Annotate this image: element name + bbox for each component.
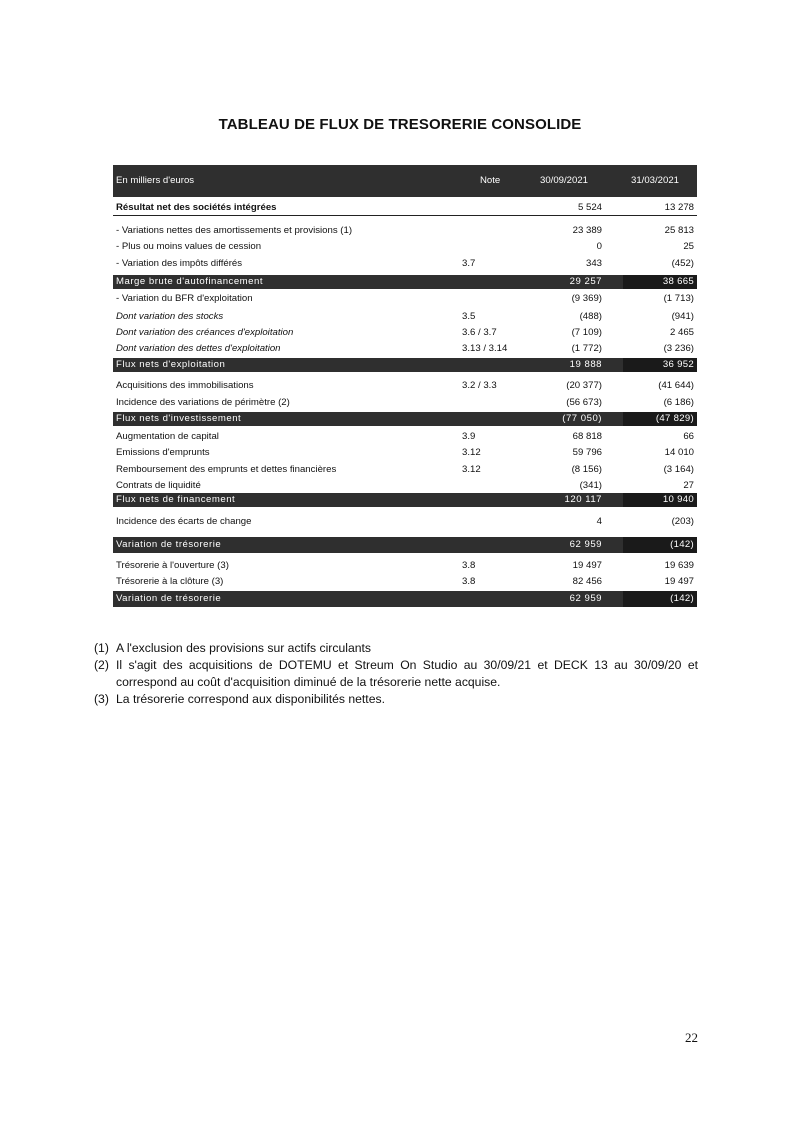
row-value-2021-03: (941): [671, 311, 694, 322]
row-note: 3.7: [462, 258, 476, 269]
subtotal-row: [113, 493, 697, 507]
table-row: [113, 575, 697, 588]
row-value-2021-09: 120 117: [564, 494, 602, 505]
row-value-2021-03: (6 186): [663, 397, 694, 408]
row-value-2021-03: 14 010: [664, 447, 694, 458]
footnote-text: La trésorerie correspond aux disponibilités nettes.: [116, 692, 385, 706]
row-label: Remboursement des emprunts et dettes financières: [116, 464, 337, 475]
row-value-2021-03: (452): [671, 258, 694, 269]
row-label: Emissions d'emprunts: [116, 447, 210, 458]
row-value-2021-09: (8 156): [571, 464, 602, 475]
row-label: Flux nets de financement: [116, 494, 236, 505]
row-value-2021-09: 4: [596, 516, 602, 527]
row-value-2021-09: 19 888: [569, 359, 602, 370]
row-label: Incidence des écarts de change: [116, 516, 252, 527]
table-row: [113, 257, 697, 270]
table-row: [113, 342, 697, 355]
page-number: 22: [685, 1030, 698, 1045]
row-value-2021-09: 343: [585, 258, 602, 269]
footnote: [94, 691, 698, 708]
row-value-2021-03: 19 639: [664, 560, 694, 571]
row-label: Marge brute d'autofinancement: [116, 276, 263, 287]
row-note: 3.5: [462, 311, 476, 322]
table-row: [113, 446, 697, 459]
row-note: 3.12: [462, 447, 481, 458]
footnote-number: (2): [94, 658, 109, 672]
row-label: Résultat net des sociétés intégrées: [116, 202, 277, 213]
row-note: 3.2 / 3.3: [462, 380, 497, 391]
row-label: - Variation des impôts différés: [116, 258, 243, 269]
row-label: Trésorerie à l'ouverture (3): [116, 560, 229, 571]
table-row: [113, 379, 697, 392]
header-label: En milliers d'euros: [116, 175, 195, 186]
page-title: TABLEAU DE FLUX DE TRESORERIE CONSOLIDE: [218, 116, 582, 133]
row-value-2021-03: 10 940: [662, 494, 694, 505]
row-note: 3.8: [462, 576, 476, 587]
row-value-2021-09: 68 818: [572, 431, 602, 442]
table-row: [113, 463, 697, 476]
row-label: Dont variation des stocks: [116, 311, 224, 322]
row-label: Incidence des variations de périmètre (2): [116, 397, 290, 408]
row-note: 3.12: [462, 464, 481, 475]
subtotal-row: [113, 591, 697, 607]
row-value-2021-09: 29 257: [569, 276, 602, 287]
table-header: [113, 165, 697, 197]
row-value-2021-03: (3 236): [663, 343, 694, 354]
row-value-2021-03: 25 813: [664, 225, 694, 236]
row-value-2021-03: (41 644): [658, 380, 694, 391]
row-value-2021-09: (77 050): [562, 413, 602, 424]
cash-flow-table: [113, 165, 697, 604]
row-label: Trésorerie à la clôture (3): [116, 576, 224, 587]
table-row: [113, 515, 697, 528]
row-value-2021-09: (1 772): [571, 343, 602, 354]
row-note: 3.6 / 3.7: [462, 327, 497, 338]
table-row: [113, 292, 697, 305]
row-value-2021-03: (142): [670, 593, 694, 604]
row-value-2021-03: 66: [683, 431, 694, 442]
subtotal-row: [113, 412, 697, 426]
row-label: Acquisitions des immobilisations: [116, 380, 254, 391]
table-row: [113, 396, 697, 409]
table-row: [113, 479, 697, 492]
footnote-number: (3): [94, 692, 109, 706]
table-row: [113, 310, 697, 323]
footnote-text: Il s'agit des acquisitions de DOTEMU et Streum On Studio au 30/09/21 et DECK 13 au 30/09/20 et correspond au coût d'acquisition diminué de la trésorerie nette acquise.: [116, 658, 698, 689]
table-row: [113, 201, 697, 216]
row-value-2021-09: 23 389: [572, 225, 602, 236]
row-value-2021-03: 19 497: [664, 576, 694, 587]
table-row: [113, 224, 697, 237]
row-value-2021-09: 0: [596, 241, 602, 252]
subtotal-row: [113, 358, 697, 372]
row-value-2021-09: 19 497: [572, 560, 602, 571]
row-value-2021-09: 82 456: [572, 576, 602, 587]
row-value-2021-03: 2 465: [669, 327, 694, 338]
row-label: Dont variation des dettes d'exploitation: [116, 343, 281, 354]
row-value-2021-09: (7 109): [571, 327, 602, 338]
row-label: Dont variation des créances d'exploitation: [116, 327, 294, 338]
header-col-2021-03: 31/03/2021: [630, 175, 679, 186]
row-value-2021-03: (1 713): [663, 293, 694, 304]
row-value-2021-03: 27: [683, 480, 694, 491]
header-col-2021-09: 30/09/2021: [539, 175, 588, 186]
row-value-2021-03: (47 829): [655, 413, 694, 424]
row-note: 3.9: [462, 431, 476, 442]
row-label: Variation de trésorerie: [116, 539, 222, 550]
row-label: Augmentation de capital: [116, 431, 219, 442]
row-label: - Plus ou moins values de cession: [116, 241, 262, 252]
row-value-2021-09: 62 959: [569, 593, 602, 604]
table-row: [113, 326, 697, 339]
row-value-2021-03: 13 278: [664, 202, 694, 213]
row-label: Flux nets d'investissement: [116, 413, 242, 424]
footnote-text: A l'exclusion des provisions sur actifs circulants: [116, 641, 371, 655]
row-value-2021-09: 62 959: [569, 539, 602, 550]
footnote: [94, 640, 698, 657]
row-value-2021-09: (20 377): [566, 380, 602, 391]
row-value-2021-09: 59 796: [572, 447, 602, 458]
row-note: 3.8: [462, 560, 476, 571]
row-value-2021-09: (488): [579, 311, 602, 322]
row-value-2021-09: 5 524: [577, 202, 602, 213]
row-label: - Variations nettes des amortissements et provisions (1): [116, 225, 353, 236]
row-label: - Variation du BFR d'exploitation: [116, 293, 253, 304]
header-note: Note: [480, 175, 501, 186]
footnotes: [94, 640, 698, 708]
row-label: Contrats de liquidité: [116, 480, 201, 491]
footnote-number: (1): [94, 641, 109, 655]
table-row: [113, 559, 697, 572]
row-label: Flux nets d'exploitation: [116, 359, 226, 370]
subtotal-row: [113, 537, 697, 553]
row-label: Variation de trésorerie: [116, 593, 222, 604]
row-value-2021-03: 25: [683, 241, 694, 252]
row-value-2021-09: (56 673): [566, 397, 602, 408]
row-value-2021-09: (9 369): [571, 293, 602, 304]
row-note: 3.13 / 3.14: [462, 343, 508, 354]
row-value-2021-03: 36 952: [662, 359, 694, 370]
row-value-2021-09: (341): [579, 480, 602, 491]
row-value-2021-03: (203): [671, 516, 694, 527]
footnote: [94, 657, 698, 691]
table-row: [113, 430, 697, 443]
row-value-2021-03: 38 665: [662, 276, 694, 287]
row-value-2021-03: (142): [670, 539, 694, 550]
subtotal-row: [113, 275, 697, 289]
table-row: [113, 240, 697, 253]
row-value-2021-03: (3 164): [663, 464, 694, 475]
